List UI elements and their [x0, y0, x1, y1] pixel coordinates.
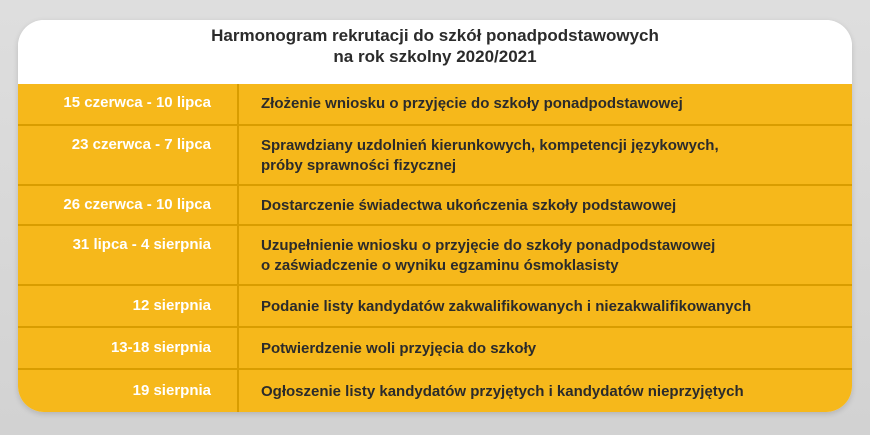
row-description-line: Dostarczenie świadectwa ukończenia szkoły podstawowej: [261, 197, 677, 214]
row-date: 15 czerwca - 10 lipca: [18, 84, 239, 124]
row-description: [239, 226, 852, 284]
row-date: 19 sierpnia: [18, 370, 239, 412]
table-row: [18, 184, 852, 224]
row-description-line: Potwierdzenie woli przyjęcia do szkoły: [261, 340, 537, 357]
row-description-line: Uzupełnienie wniosku o przyjęcie do szkoły ponadpodstawowej: [261, 237, 716, 254]
schedule-card: [18, 20, 852, 412]
row-date: 13-18 sierpnia: [18, 328, 239, 368]
row-description: [239, 126, 852, 184]
row-date: 23 czerwca - 7 lipca: [18, 126, 239, 184]
row-description: [239, 286, 852, 326]
row-description-line: o zaświadczenie o wyniku egzaminu ósmoklasisty: [261, 257, 619, 274]
table-row: [18, 84, 852, 124]
row-date: 12 sierpnia: [18, 286, 239, 326]
table-row: [18, 124, 852, 184]
title-line-1: Harmonogram rekrutacji do szkół ponadpodstawowych: [211, 26, 659, 45]
row-description-line: Podanie listy kandydatów zakwalifikowanych i niezakwalifikowanych: [261, 298, 752, 315]
row-description-line: Sprawdziany uzdolnień kierunkowych, kompetencji językowych,: [261, 137, 719, 154]
row-date: 31 lipca - 4 sierpnia: [18, 226, 239, 284]
row-description: [239, 370, 852, 412]
table-row: [18, 284, 852, 326]
row-description: [239, 186, 852, 224]
schedule-title: [18, 20, 852, 72]
schedule-table: [18, 84, 852, 412]
row-description: [239, 84, 852, 124]
row-date: 26 czerwca - 10 lipca: [18, 186, 239, 224]
row-description-line: Złożenie wniosku o przyjęcie do szkoły ponadpodstawowej: [261, 95, 683, 112]
row-description: [239, 328, 852, 368]
table-row: [18, 224, 852, 284]
table-row: [18, 326, 852, 368]
row-description-line: próby sprawności fizycznej: [261, 157, 457, 174]
table-row: [18, 368, 852, 412]
title-line-2: na rok szkolny 2020/2021: [333, 47, 537, 66]
row-description-line: Ogłoszenie listy kandydatów przyjętych i kandydatów nieprzyjętych: [261, 383, 744, 400]
